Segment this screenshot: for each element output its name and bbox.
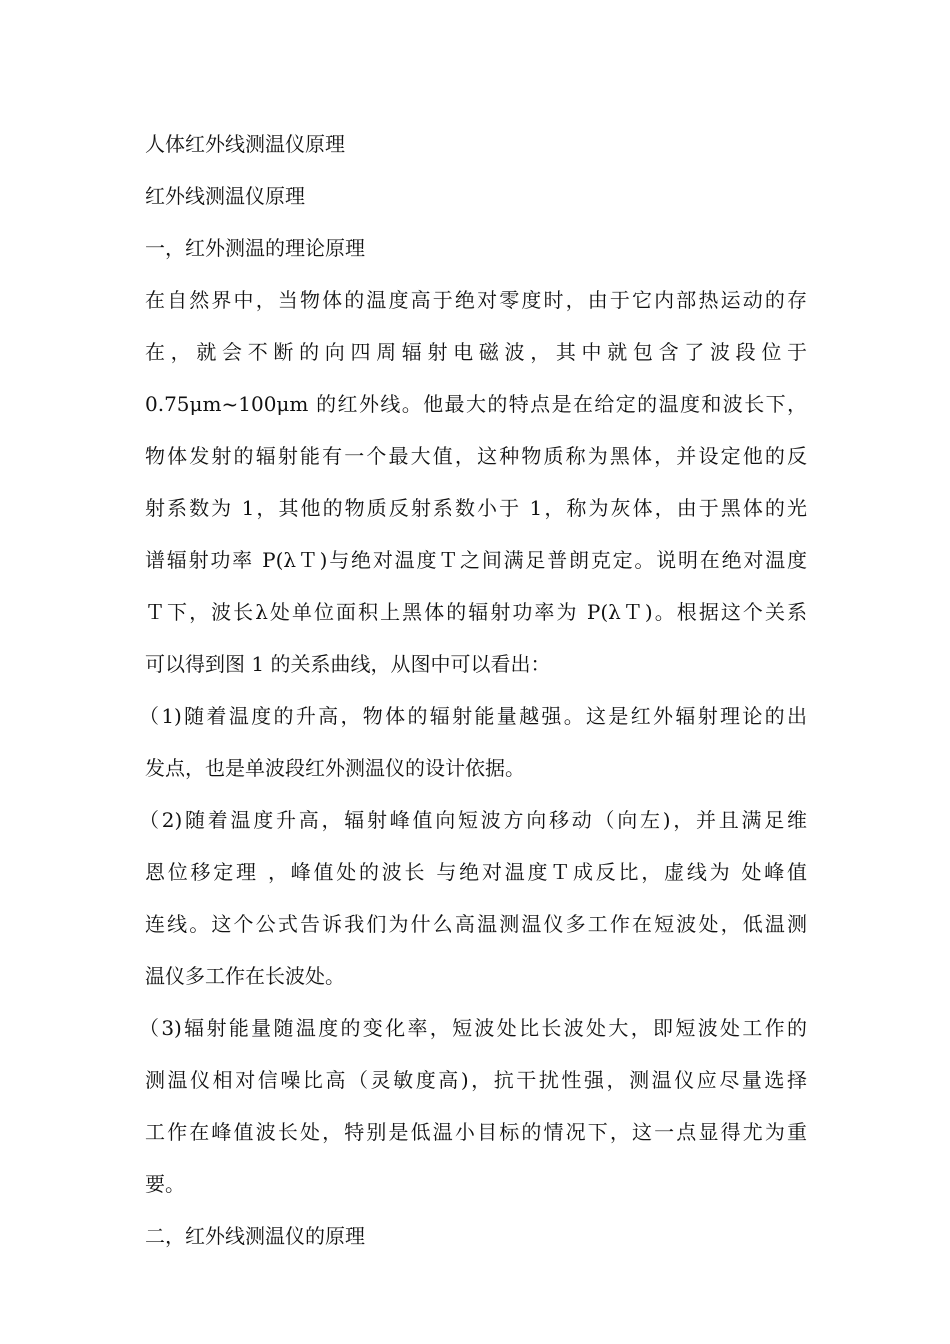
paragraph-line: 温仪多工作在长波处。 xyxy=(145,964,345,988)
list-item-3: （3)辐射能量随温度的变化率，短波处比长波处大，即短波处工作的 xyxy=(139,1016,807,1040)
paragraph-line: 在自然界中，当物体的温度高于绝对零度时，由于它内部热运动的存 xyxy=(145,288,807,312)
paragraph-line: Ｔ下，波长λ处单位面积上黑体的辐射功率为 P(λＴ)。根据这个关系 xyxy=(145,600,807,624)
section-heading-2: 二，红外线测温仪的原理 xyxy=(145,1224,365,1248)
section-subtitle: 红外线测温仪原理 xyxy=(145,184,305,208)
paragraph-line: 要。 xyxy=(145,1172,185,1196)
list-item-1: （1)随着温度的升高，物体的辐射能量越强。这是红外辐射理论的出 xyxy=(139,704,807,728)
list-item-2: （2)随着温度升高，辐射峰值向短波方向移动（向左)，并且满足维 xyxy=(139,808,807,832)
paragraph-line: 发点，也是单波段红外测温仪的设计依据。 xyxy=(145,756,525,780)
paragraph-line: 谱辐射功率 P(λＴ)与绝对温度Ｔ之间满足普朗克定。说明在绝对温度 xyxy=(145,548,807,572)
paragraph-line: 工作在峰值波长处，特别是低温小目标的情况下，这一点显得尤为重 xyxy=(145,1120,807,1144)
document-body xyxy=(139,118,807,1262)
paragraph-line: 物体发射的辐射能有一个最大值，这种物质称为黑体，并设定他的反 xyxy=(145,444,807,468)
paragraph-line: 测温仪相对信噪比高（灵敏度高)，抗干扰性强，测温仪应尽量选择 xyxy=(145,1068,807,1092)
section-heading-1: 一，红外测温的理论原理 xyxy=(145,236,365,260)
paragraph-line: 射系数为 1，其他的物质反射系数小于 1，称为灰体，由于黑体的光 xyxy=(145,496,807,520)
document-title: 人体红外线测温仪原理 xyxy=(145,132,345,156)
paragraph-line: 连线。这个公式告诉我们为什么高温测温仪多工作在短波处，低温测 xyxy=(145,912,807,936)
paragraph-line: 0.75μm~100μm 的红外线。他最大的特点是在给定的温度和波长下， xyxy=(145,392,807,416)
paragraph-line: 恩位移定理 ，峰值处的波长 与绝对温度Ｔ成反比，虚线为 处峰值 xyxy=(145,860,807,884)
paragraph-line: 在，就会不断的向四周辐射电磁波，其中就包含了波段位于 xyxy=(145,340,807,364)
paragraph-line: 可以得到图 1 的关系曲线，从图中可以看出： xyxy=(145,652,551,676)
